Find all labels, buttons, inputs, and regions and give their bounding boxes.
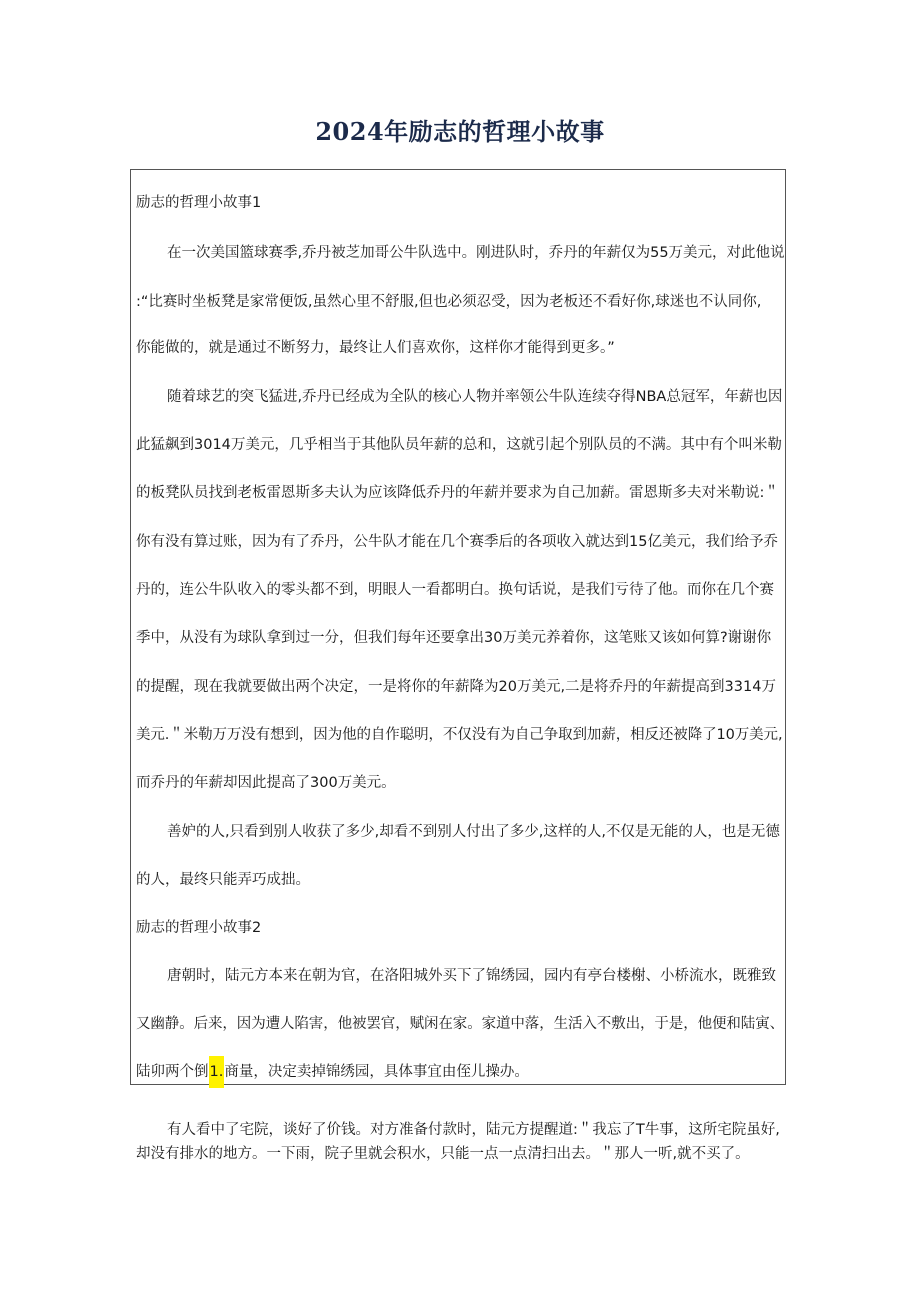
story1-p2-line: 你有没有算过账，因为有了乔丹，公牛队才能在几个赛季后的各项收入就达到15亿美元，我们给予乔 — [136, 534, 778, 550]
story1-p3-line: 善妒的人,只看到别人收获了多少,却看不到别人付出了多少,这样的人,不仅是无能的人，也是无德 — [167, 824, 780, 840]
story2-heading: 励志的哲理小故事2 — [136, 920, 262, 936]
story1-p2-line: 的提醒，现在我就要做出两个决定，一是将你的年薪降为20万美元,二是将乔丹的年薪提高到3314万 — [136, 679, 776, 695]
story2-p1-line: 唐朝时，陆元方本来在朝为官，在洛阳城外买下了锦绣园，园内有亭台楼榭、小桥流水，既雅致 — [167, 968, 776, 984]
highlighted-number: 1. — [209, 1056, 225, 1088]
story1-p3-line: 的人，最终只能弄巧成拙。 — [136, 872, 310, 888]
text-before-highlight: 陆卯两个倒 — [136, 1064, 209, 1080]
story1-p2-line: 此猛飙到3014万美元，几乎相当于其他队员年薪的总和，这就引起个别队员的不满。其中有个叫米勒 — [136, 437, 782, 453]
story1-p2-line: 美元.＂米勒万万没有想到，因为他的自作聪明，不仅没有为自己争取到加薪，相反还被降了10万美元, — [136, 727, 783, 743]
story2-p1-last-line — [136, 1062, 529, 1082]
story2-p1-line: 又幽静。后来，因为遭人陷害，他被罢官，赋闲在家。家道中落，生活入不敷出，于是，他便和陆寅、 — [136, 1016, 784, 1032]
story1-p2-line: 丹的，连公牛队收入的零头都不到，明眼人一看都明白。换句话说，是我们亏待了他。而你在几个赛 — [136, 582, 774, 598]
outside-p1-line: 却没有排水的地方。一下雨，院子里就会积水，只能一点一点清扫出去。＂那人一听,就不买了。 — [136, 1146, 750, 1162]
text-after-highlight: 商量，决定卖掉锦绣园，具体事宜由侄儿操办。 — [224, 1064, 529, 1080]
story1-p2-line: 季中，从没有为球队拿到过一分，但我们每年还要拿出30万美元养着你，这笔账又该如何算?谢谢你 — [136, 630, 772, 646]
story1-p1-line: :“比赛时坐板凳是家常便饭,虽然心里不舒服,但也必须忍受，因为老板还不看好你,球迷也不认同你, — [136, 294, 762, 310]
story1-heading: 励志的哲理小故事1 — [136, 195, 262, 211]
story1-p1-line: 你能做的，就是通过不断努力，最终让人们喜欢你，这样你才能得到更多。” — [136, 340, 615, 356]
outside-p1-line: 有人看中了宅院，谈好了价钱。对方准备付款时，陆元方提醒道:＂我忘了T牛事，这所宅院虽好, — [167, 1122, 780, 1138]
story1-p1-line: 在一次美国篮球赛季,乔丹被芝加哥公牛队选中。刚进队时，乔丹的年薪仅为55万美元，对此他说 — [167, 245, 785, 261]
story1-p2-line: 随着球艺的突飞猛进,乔丹已经成为全队的核心人物并率领公牛队连续夺得NBA总冠军，年薪也因 — [167, 389, 783, 405]
story1-p2-line: 而乔丹的年薪却因此提高了300万美元。 — [136, 775, 396, 791]
page-title: 2024年励志的哲理小故事 — [315, 117, 605, 146]
story1-p2-line: 的板凳队员找到老板雷恩斯多夫认为应该降低乔丹的年薪并要求为自己加薪。雷恩斯多夫对米勒说:＂ — [136, 485, 779, 501]
